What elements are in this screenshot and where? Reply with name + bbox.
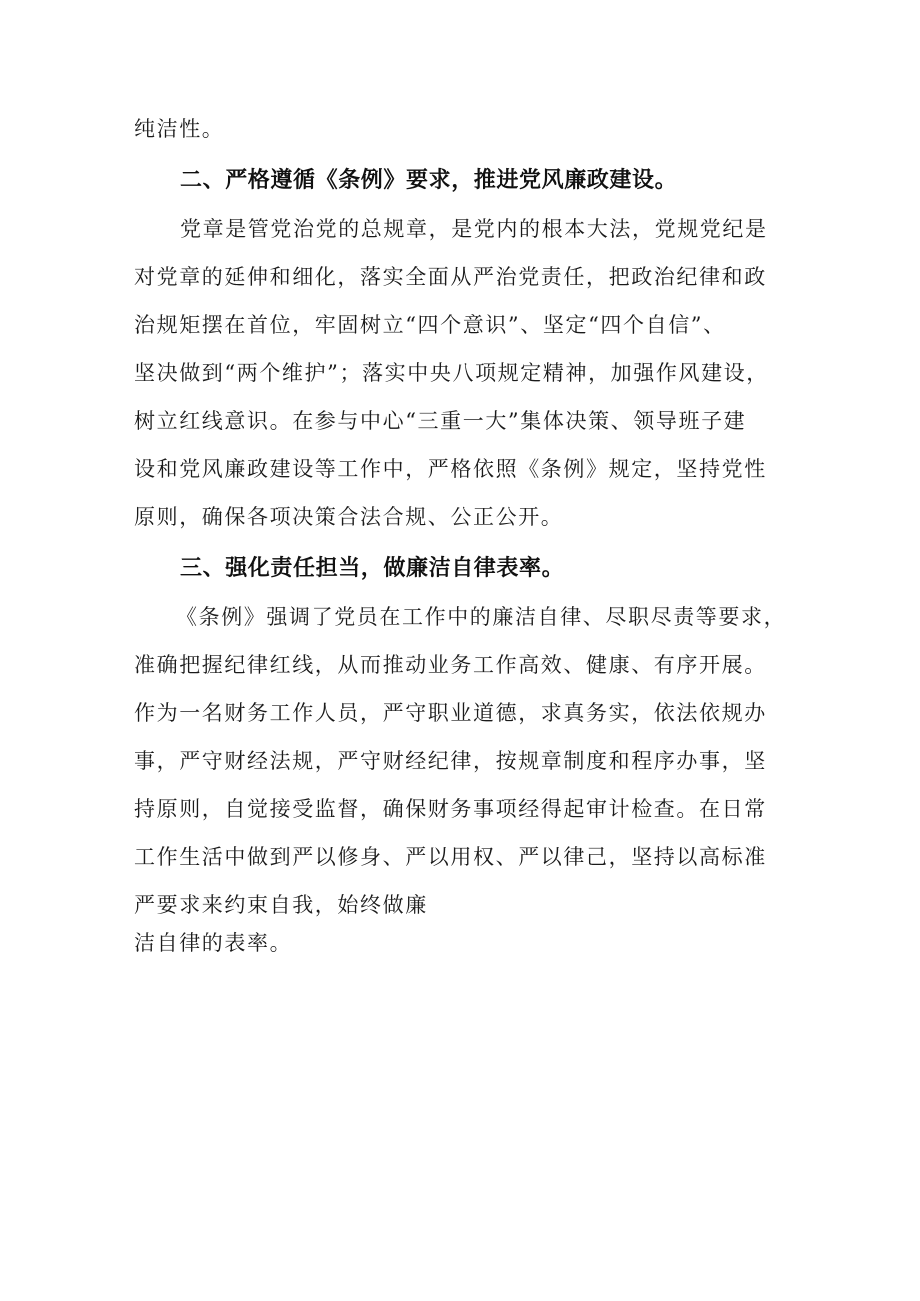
paragraph-line: 设和党风廉政建设等工作中，严格依照《条例》规定，坚持党性 (134, 457, 767, 481)
paragraph-line: 坚决做到“两个维护”；落实中央八项规定精神，加强作风建设， (134, 361, 769, 385)
paragraph-line: 严要求来约束自我，始终做廉 (134, 893, 428, 917)
paragraph-line: 持原则，自觉接受监督，确保财务事项经得起审计检查。在日常 (134, 797, 767, 821)
paragraph-line: 事，严守财经法规，严守财经纪律，按规章制度和程序办事，坚 (134, 749, 767, 773)
paragraph-line: 纯洁性。 (134, 117, 225, 141)
section-heading-2: 二、严格遵循《条例》要求，推进党风廉政建设。 (180, 168, 678, 193)
paragraph-line: 治规矩摆在首位，牢固树立“四个意识”、坚定“四个自信”、 (134, 313, 726, 337)
section-heading-3: 三、强化责任担当，做廉洁自律表率。 (180, 556, 565, 581)
paragraph-line: 对党章的延伸和细化，落实全面从严治党责任，把政治纪律和政 (134, 265, 767, 289)
paragraph-line: 准确把握纪律红线，从而推动业务工作高效、健康、有序开展。 (134, 653, 767, 677)
paragraph-line: 洁自律的表率。 (134, 931, 293, 955)
paragraph-line: 作为一名财务工作人员，严守职业道德，求真务实，依法依规办 (134, 701, 767, 725)
paragraph-line: 原则，确保各项决策合法合规、公正公开。 (134, 505, 564, 529)
paragraph-line: 树立红线意识。在参与中心“三重一大”集体决策、领导班子建 (134, 409, 747, 433)
paragraph-line: 工作生活中做到严以修身、严以用权、严以律己，坚持以高标准 (134, 845, 767, 869)
paragraph-line: 《条例》强调了党员在工作中的廉洁自律、尽职尽责等要求， (176, 605, 787, 629)
paragraph-line: 党章是管党治党的总规章，是党内的根本大法，党规党纪是 (180, 217, 768, 241)
